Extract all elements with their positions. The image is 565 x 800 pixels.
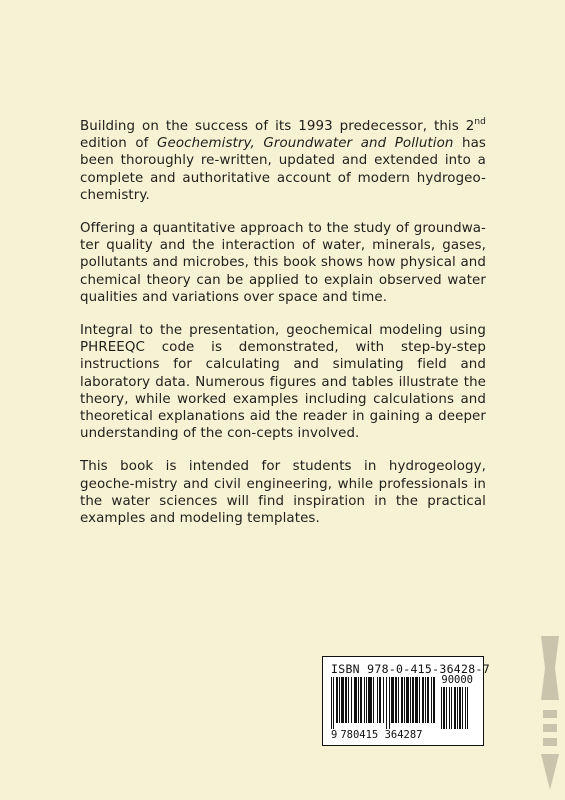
ordinal-suffix: nd <box>474 116 486 127</box>
ean-lead-digit: 9 <box>331 729 338 741</box>
blurb-paragraph-3: Integral to the presentation, geochemical modeling using PHREEQC code is demonstrated, with step-by-step instructions for calculating and simulating field and laboratory data. Numerous figures and tables illustrate the theory, while worked examples including calculations and theoretical explanations aid the reader in gaining a deeper understanding of the con-cepts involved. <box>80 323 486 442</box>
blurb-text: edition of <box>80 136 157 152</box>
blurb-text: has been thoroughly re-written, updated and extended into a complete and authoritative account of modern hydrogeo-chemistry. <box>80 136 486 203</box>
addon-barcode-bars <box>441 687 475 729</box>
ean-digits: 780415 364287 <box>340 729 423 741</box>
publisher-logo-icon <box>537 630 563 795</box>
isbn-barcode <box>322 656 490 746</box>
ean-number <box>331 729 423 741</box>
price-code: 90000 <box>441 674 473 686</box>
blurb-text: Building on the success of its 1993 predecessor, this 2 <box>80 119 475 134</box>
book-title-italic: Geochemistry, Groundwater and Pollution <box>157 136 454 152</box>
isbn-label: ISBN 978-0-415-36428-7 <box>331 662 490 676</box>
blurb-paragraph-2: Offering a quantitative approach to the study of groundwa-ter quality and the interaction of water, minerals, gases, pollutants and microbes, this book shows how physical and chemical theory can be applied to explain observed water qualities and variations over space and time. <box>80 221 486 305</box>
blurb-paragraph-1 <box>80 118 486 204</box>
blurb-paragraph-4: This book is intended for students in hydrogeology, geoche-mistry and civil engineering, while professionals in the water sciences will find inspiration in the practical examples and modeling templates. <box>80 459 486 527</box>
back-cover-blurb <box>80 118 486 543</box>
ean-barcode-bars <box>331 677 435 729</box>
